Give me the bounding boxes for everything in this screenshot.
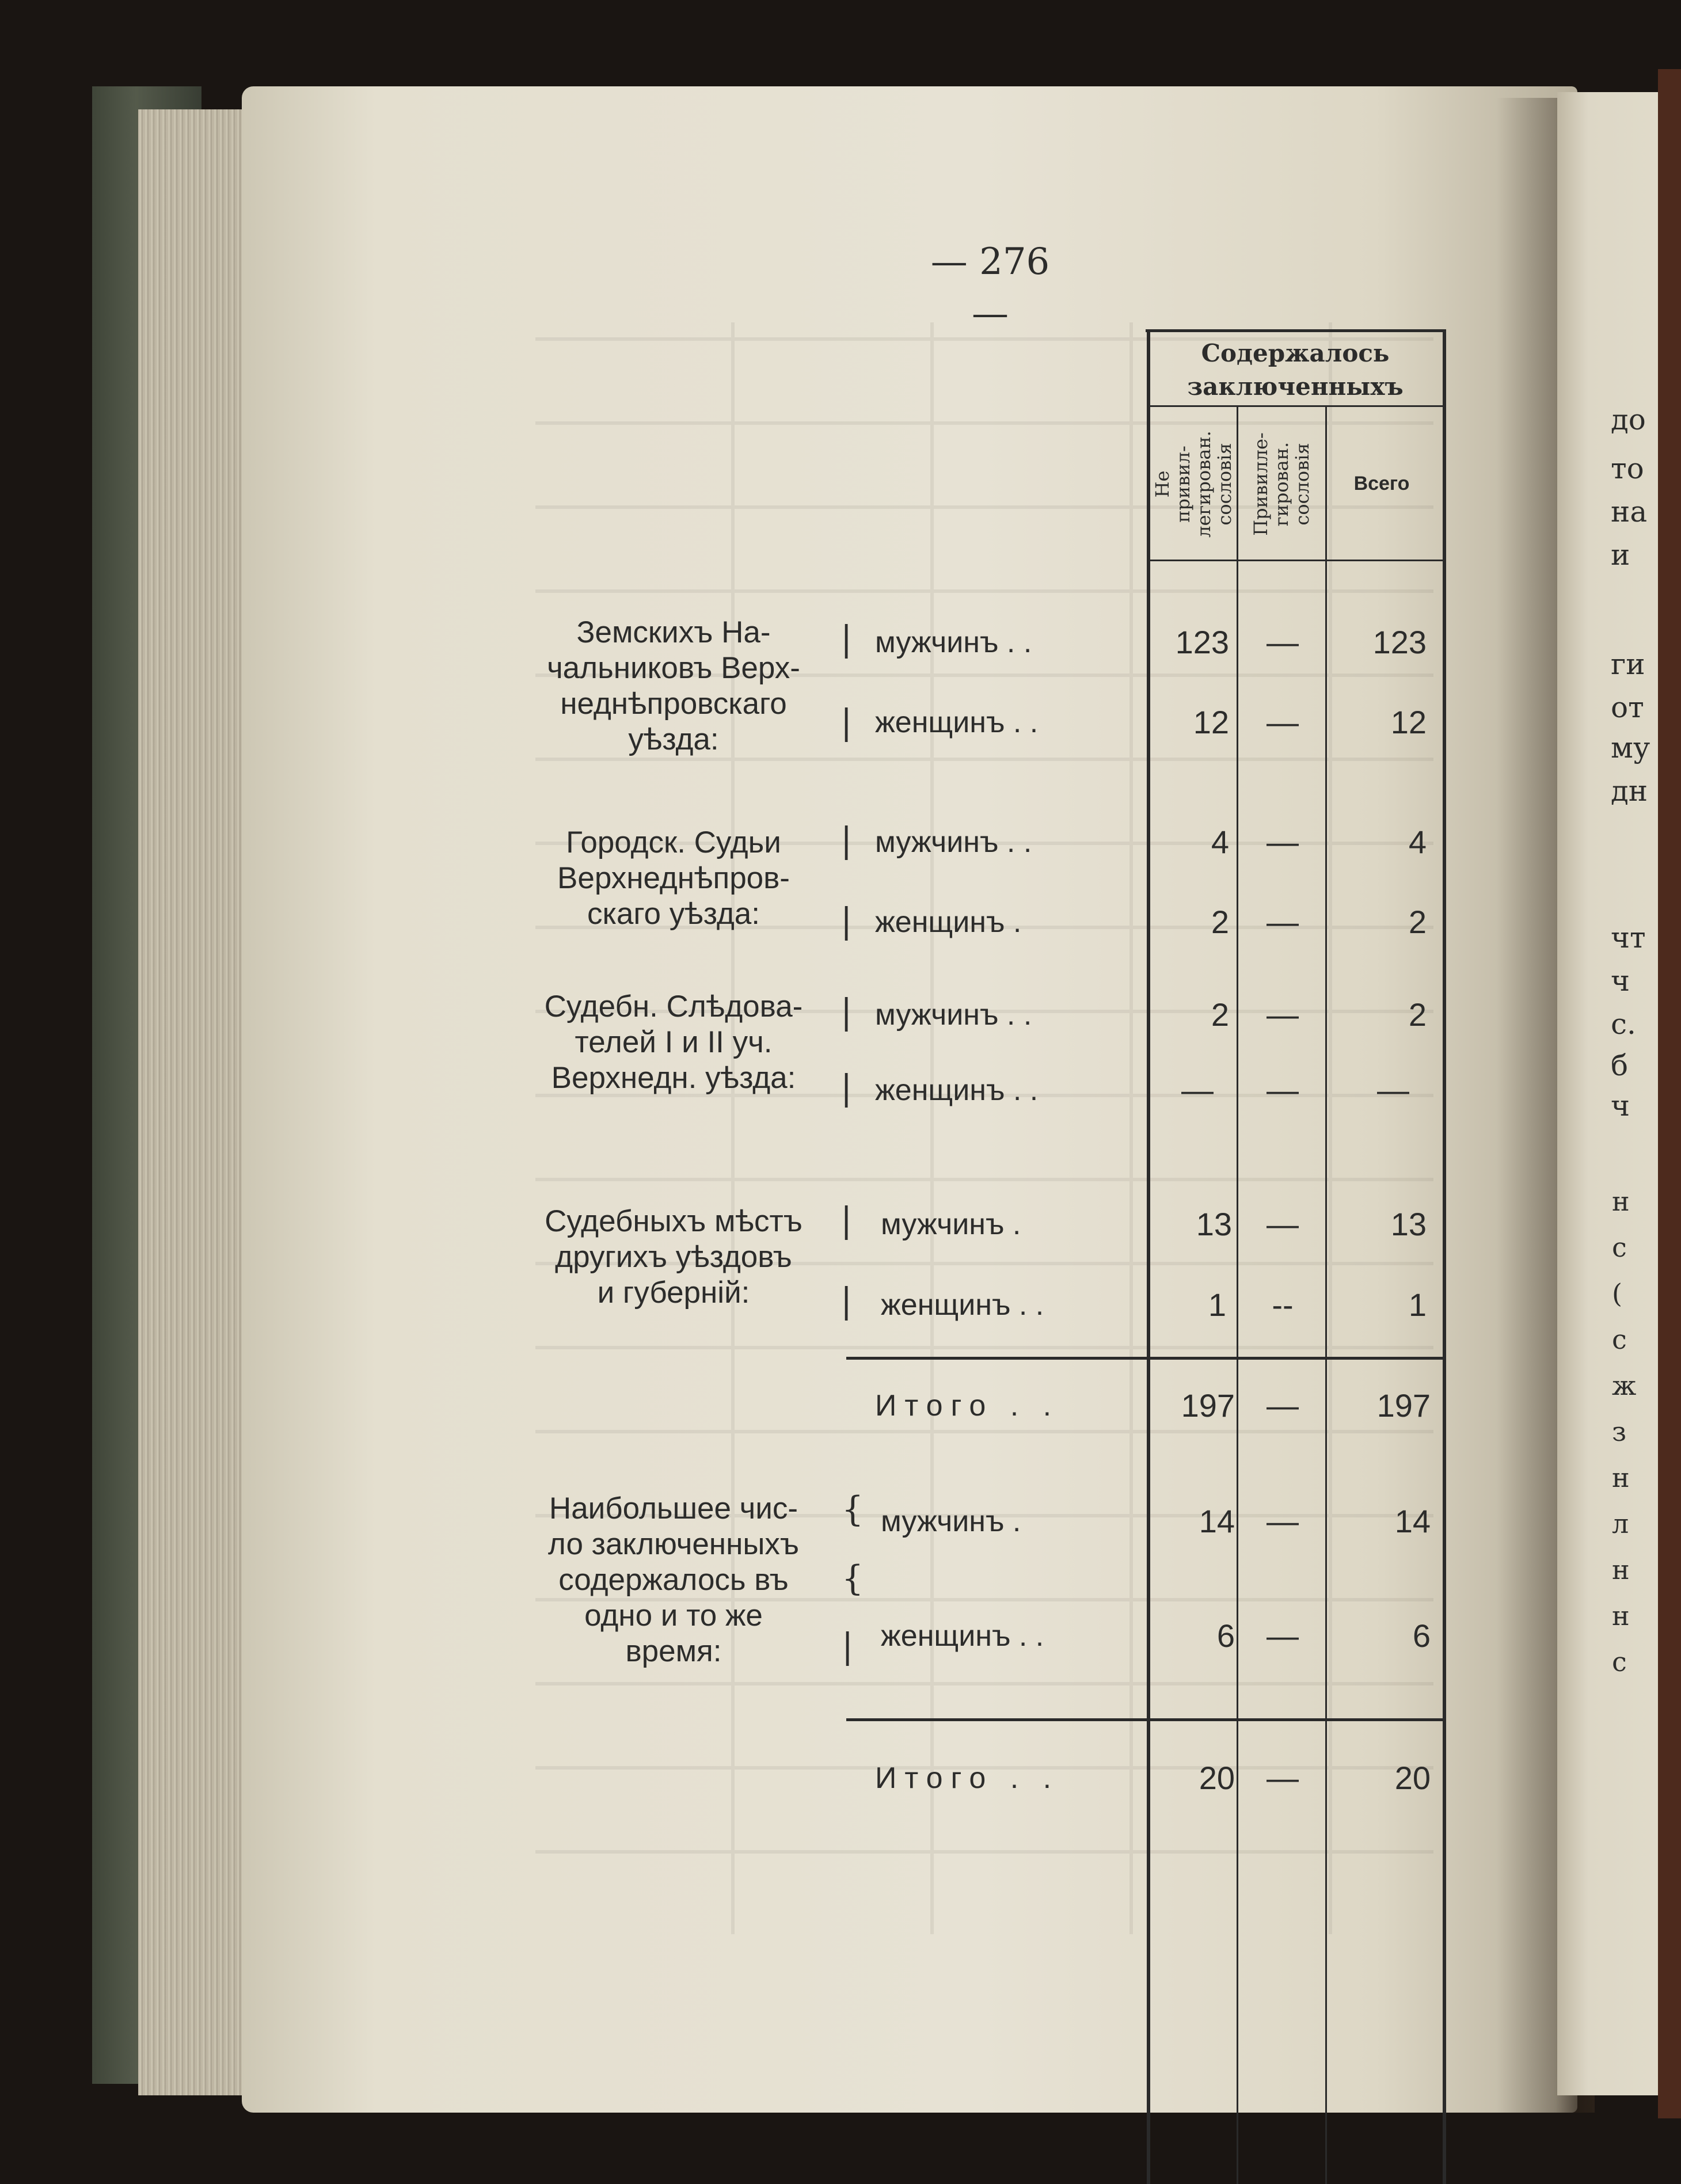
itogo-nonpriv: 20 xyxy=(1199,1760,1235,1796)
cell-priv: — xyxy=(1267,624,1299,660)
cell-total: 1 xyxy=(1408,1287,1427,1323)
cell-total: 2 xyxy=(1408,904,1427,940)
cell-total: 14 xyxy=(1394,1503,1431,1539)
cell-nonpriv: 2 xyxy=(1211,904,1229,940)
cell-total: 123 xyxy=(1372,624,1427,660)
right-page-fragment: до xyxy=(1611,403,1646,436)
header-col-nonpriv: Не привил- легирован. сословія xyxy=(1151,431,1235,538)
right-page-fragment: с xyxy=(1612,1324,1627,1355)
cell-priv: — xyxy=(1267,996,1299,1033)
cell-priv: -- xyxy=(1272,1287,1294,1323)
header-col-nonpriv-cell xyxy=(1151,410,1235,558)
cell-nonpriv: — xyxy=(1181,1072,1214,1108)
brace-max-3: | xyxy=(842,1626,854,1666)
brace-gorodsk: | xyxy=(840,820,853,861)
right-page-fragment: и xyxy=(1611,538,1630,572)
right-page-fragment: чт xyxy=(1611,921,1646,954)
right-page-fragment: ж xyxy=(1612,1370,1637,1401)
cell-priv: — xyxy=(1267,824,1299,860)
book-cover-right xyxy=(1658,69,1681,2118)
header-col-priv: Привилле- гирован. сословія xyxy=(1250,432,1313,536)
right-page-fragment: дн xyxy=(1611,774,1648,808)
sex-label: мужчинъ . . xyxy=(875,998,1032,1032)
cell-nonpriv: 14 xyxy=(1199,1503,1235,1539)
itogo-label: Итого . . xyxy=(875,1389,1060,1422)
col-line-4 xyxy=(1443,329,1446,2184)
itogo-priv: — xyxy=(1267,1387,1299,1424)
group-label-sledov: Судебн. Слѣдова- телей I и II уч. Верхнедн. уѣзда: xyxy=(544,990,803,1095)
right-page-fragment: му xyxy=(1611,731,1650,764)
brace-sledov: | xyxy=(840,992,853,1032)
right-page-fragment: н xyxy=(1612,1462,1630,1493)
cell-priv: — xyxy=(1267,1206,1299,1242)
itogo-total: 197 xyxy=(1376,1387,1431,1424)
itogo-priv: — xyxy=(1267,1760,1299,1796)
cell-total: 6 xyxy=(1412,1618,1431,1654)
sex-label: женщинъ . . xyxy=(875,706,1039,739)
cell-nonpriv: 1 xyxy=(1208,1287,1226,1323)
cell-nonpriv: 12 xyxy=(1193,704,1229,740)
brace-max-2: { xyxy=(842,1558,864,1599)
right-page-fragment: л xyxy=(1612,1508,1629,1539)
sex-label: мужчинъ . xyxy=(881,1505,1021,1538)
right-page-fragment: з xyxy=(1612,1416,1627,1447)
right-page-fragment: с xyxy=(1612,1646,1627,1677)
itogo-total: 20 xyxy=(1394,1760,1431,1796)
cell-total: 2 xyxy=(1408,996,1427,1033)
right-page-fragment: с xyxy=(1612,1232,1627,1263)
sex-label: мужчинъ . . xyxy=(875,626,1032,659)
right-page-fragment: н xyxy=(1612,1554,1630,1585)
header-bottom-rule xyxy=(1149,560,1445,561)
right-page-fragment: от xyxy=(1611,691,1644,724)
page-number: — 276 — xyxy=(930,241,1050,335)
cell-nonpriv: 4 xyxy=(1211,824,1229,860)
itogo-1-rule xyxy=(846,1357,1446,1360)
brace-sledov-2: | xyxy=(840,1068,853,1108)
col-line-1 xyxy=(1147,329,1150,2184)
brace-zemsk-2: | xyxy=(840,702,853,743)
sex-label: женщинъ . . xyxy=(881,1619,1044,1653)
cell-total: 4 xyxy=(1408,824,1427,860)
header-col-priv-cell xyxy=(1239,410,1324,558)
cell-nonpriv: 13 xyxy=(1196,1206,1232,1242)
itogo-label: Итого . . xyxy=(875,1761,1060,1795)
sex-label: мужчинъ . xyxy=(881,1208,1021,1241)
group-label-gorodsk: Городск. Судьи Верхнеднѣпров- скаго уѣзда: xyxy=(557,825,790,931)
header-title: Содержалось заключенныхъ xyxy=(1187,339,1404,401)
cell-nonpriv: 123 xyxy=(1175,624,1229,660)
cell-nonpriv: 6 xyxy=(1216,1618,1235,1654)
brace-sudebn: | xyxy=(840,1200,853,1241)
itogo-2-rule xyxy=(846,1718,1446,1721)
cell-priv: — xyxy=(1267,1503,1299,1539)
right-page-fragment: ч xyxy=(1611,1089,1630,1123)
right-page-fragment: ( xyxy=(1612,1278,1622,1309)
brace-max: { xyxy=(842,1489,864,1529)
sex-label: женщинъ . . xyxy=(881,1288,1044,1322)
right-page-fragment: то xyxy=(1611,452,1644,485)
itogo-nonpriv: 197 xyxy=(1181,1387,1235,1424)
right-page-fragment: н xyxy=(1612,1600,1630,1631)
cell-total: 12 xyxy=(1390,704,1427,740)
cell-total: 13 xyxy=(1390,1206,1427,1242)
right-page-fragment: б xyxy=(1611,1049,1629,1082)
sex-label: женщинъ . xyxy=(875,905,1022,939)
cell-priv: — xyxy=(1267,1072,1299,1108)
cell-priv: — xyxy=(1267,704,1299,740)
group-label-max: Наибольшее чис- ло заключенныхъ содержалось въ одно и то же время: xyxy=(547,1491,800,1668)
group-label-sudebn: Судебныхъ мѣстъ другихъ уѣздовъ и губерній: xyxy=(545,1204,803,1310)
right-page-fragment: на xyxy=(1611,495,1648,528)
table-top-rule xyxy=(1146,329,1445,332)
right-page-fragment: ги xyxy=(1611,648,1645,681)
group-label-zemsk: Земскихъ На- чальниковъ Верх- неднѣпровскаго уѣзда: xyxy=(547,615,800,756)
right-page-fragment: с. xyxy=(1611,1007,1636,1041)
header-col-total: Всего xyxy=(1353,473,1410,494)
brace-sudebn-2: | xyxy=(840,1281,853,1321)
cell-priv: — xyxy=(1267,1618,1299,1654)
sex-label: мужчинъ . . xyxy=(875,825,1032,859)
cell-nonpriv: 2 xyxy=(1211,996,1229,1033)
right-page-fragment: н xyxy=(1612,1186,1630,1217)
brace-zemsk: | xyxy=(840,619,853,659)
cell-total: — xyxy=(1377,1072,1409,1108)
brace-gorodsk-2: | xyxy=(840,901,853,941)
cell-priv: — xyxy=(1267,904,1299,940)
sex-label: женщинъ . . xyxy=(875,1074,1039,1107)
right-page-fragment: ч xyxy=(1611,964,1630,998)
